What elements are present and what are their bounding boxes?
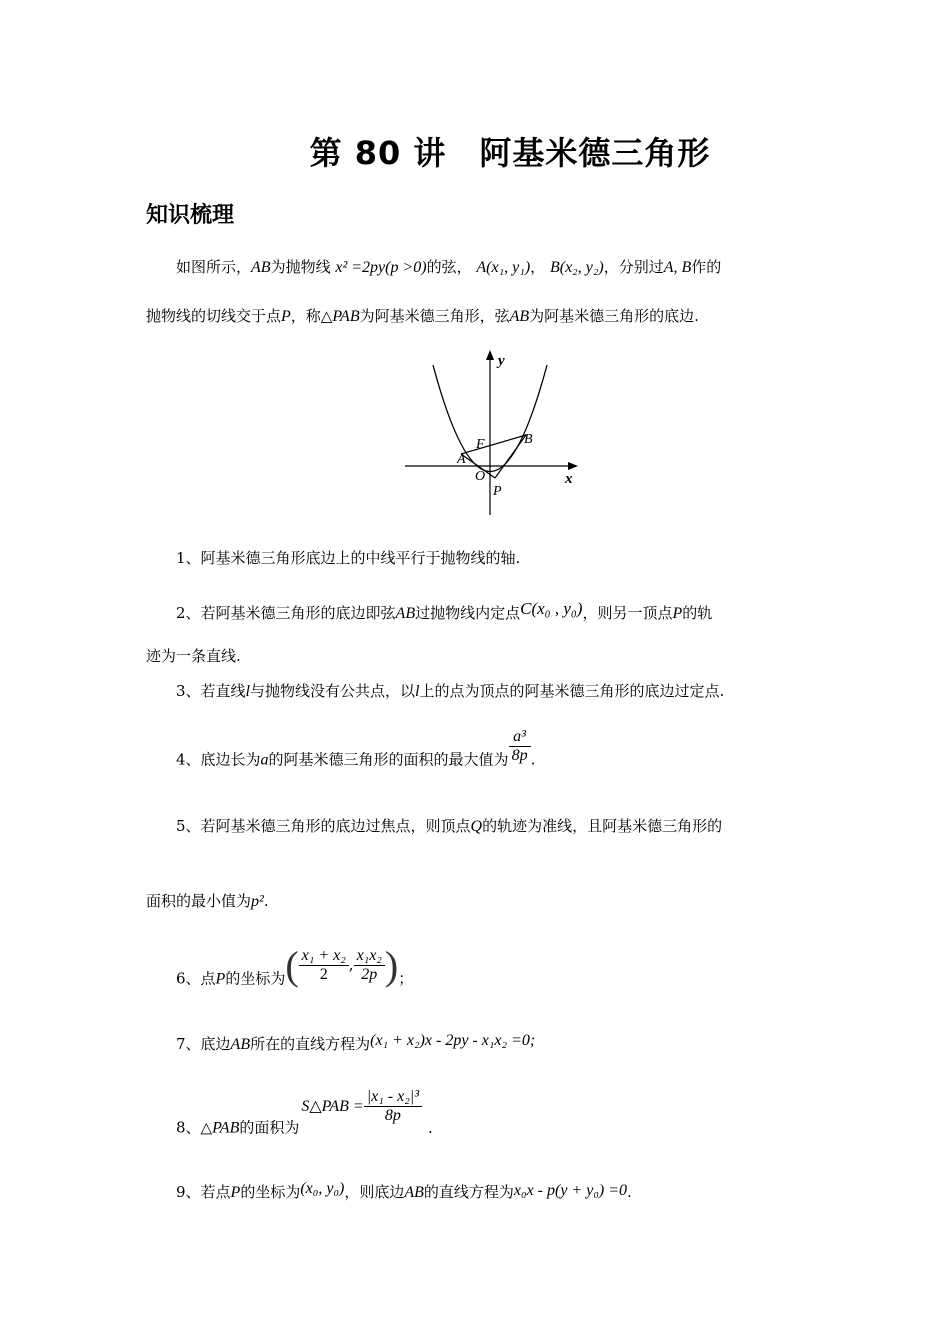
item-text: 的坐标为 <box>240 1183 301 1201</box>
intro-line-1 <box>146 256 840 279</box>
intro-text: 如图所示， <box>176 258 252 276</box>
intro-text: ，分别过 <box>603 258 664 276</box>
math-area-symbol: S△PAB = <box>301 1097 364 1115</box>
item-text: 的面积为 <box>239 1118 300 1137</box>
intro-text: 为阿基米德三角形的底边. <box>529 307 699 325</box>
chord-ab <box>461 435 526 454</box>
right-paren: ) <box>384 943 399 988</box>
intro-text: 作的 <box>691 258 722 276</box>
intro-text: 为阿基米德三角形，弦 <box>359 307 510 325</box>
label-x: x <box>565 471 573 487</box>
fraction-max-area <box>509 728 531 765</box>
fraction-denominator: 8p <box>384 1107 401 1124</box>
page-title: 第 80 讲 阿基米德三角形 <box>309 134 711 172</box>
item-text: 8、△ <box>176 1118 213 1137</box>
math-point-a: A(x₁, y₁) <box>476 259 531 276</box>
item-text: 上的点为顶点的阿基米德三角形的底边过定点. <box>419 682 725 700</box>
fraction-denominator: 2p <box>361 966 378 983</box>
intro-line-2 <box>146 305 810 328</box>
math-ab: AB <box>395 605 416 622</box>
item-text: 的轨迹为准线，且阿基米德三角形的 <box>482 817 723 835</box>
math-q: Q <box>470 818 483 835</box>
item-text: 6、点 <box>176 969 216 988</box>
item-text: 的轨 <box>682 604 713 622</box>
item-text: 的直线方程为 <box>423 1183 514 1201</box>
fraction-numerator: |x₁ - x₂|³ <box>364 1088 422 1107</box>
label-y: y <box>498 353 505 369</box>
intro-text: ，称△ <box>290 307 333 325</box>
list-item-1 <box>146 547 840 569</box>
math-ab: AB <box>230 1036 251 1053</box>
math-line-equation: (x₁ + x₂)x - 2py - x₁x₂ =0; <box>370 1032 536 1049</box>
list-item-3 <box>146 680 840 703</box>
section-heading: 知识梳理 <box>146 203 235 228</box>
item-text: . <box>627 1183 632 1201</box>
fraction-area <box>364 1088 422 1125</box>
label-b: B <box>524 432 533 447</box>
item-text: . <box>263 892 269 910</box>
item-text: . <box>427 1118 433 1137</box>
item-text: 过抛物线内定点 <box>415 604 521 622</box>
label-a: A <box>457 452 466 467</box>
intro-text: 抛物线的切线交于点 <box>146 307 282 325</box>
tangent-b <box>495 435 526 478</box>
math-pab: PAB <box>212 1119 240 1137</box>
math-p: P <box>281 308 291 325</box>
parabola-figure <box>400 345 590 520</box>
x-axis-arrow <box>568 462 578 470</box>
fraction-numerator: a³ <box>509 728 531 747</box>
math-l: l <box>415 683 420 700</box>
item-text: 9、若点 <box>176 1183 231 1201</box>
list-item-2 <box>146 598 840 625</box>
label-p: P <box>493 484 502 499</box>
item-text: 面积的最小值为 <box>146 892 252 910</box>
item-text: 5、若阿基米德三角形的底边过焦点，则顶点 <box>176 817 471 835</box>
fraction-denominator: 8p <box>511 747 528 764</box>
math-p: P <box>215 970 226 988</box>
math-p: P <box>672 605 683 622</box>
list-item-2-cont <box>146 645 810 667</box>
fraction-denominator: 2 <box>319 966 328 983</box>
intro-text: 的弦， <box>426 258 472 276</box>
item-text: 2、若阿基米德三角形的底边即弦 <box>176 604 396 622</box>
math-base-line-equation: x₀x - p(y + y₀) =0 <box>513 1182 628 1199</box>
intro-text: 为抛物线 <box>270 258 331 276</box>
y-axis-arrow <box>486 350 494 360</box>
math-ab: AB <box>509 308 530 325</box>
fraction-numerator: x₁ + x₂ <box>299 947 349 966</box>
list-item-5 <box>146 815 840 838</box>
list-item-6 <box>146 942 840 989</box>
left-paren: ( <box>285 943 299 988</box>
item-text: 的坐标为 <box>225 969 286 988</box>
math-l: l <box>245 683 250 700</box>
math-ab: AB <box>404 1184 424 1201</box>
math-point-c: C(x₀ , y₀) <box>520 599 583 618</box>
label-o: O <box>475 469 486 484</box>
item-text: 3、若直线 <box>176 682 246 700</box>
item-text: ，则另一顶点 <box>582 604 673 622</box>
item-text: ，则底边 <box>344 1183 405 1201</box>
math-a-b: A, B <box>663 259 692 276</box>
list-item-4 <box>146 728 840 770</box>
fraction-numerator: x₁x₂ <box>354 947 385 966</box>
math-ab: AB <box>251 259 271 276</box>
fraction-y-coord <box>354 947 385 984</box>
item-text: 迹为一条直线. <box>146 647 241 665</box>
math-p-squared: p² <box>251 893 264 910</box>
item-text: 7、底边 <box>176 1035 231 1053</box>
math-pab: PAB <box>332 308 360 325</box>
item-text: 1、阿基米德三角形底边上的中线平行于抛物线的轴. <box>176 549 521 567</box>
item-text: ； <box>398 969 414 988</box>
item-text: 4、底边长为 <box>176 750 261 769</box>
list-item-7 <box>146 1030 840 1056</box>
math-p: P <box>230 1184 241 1201</box>
math-parabola-equation: x² =2py(p >0) <box>335 259 427 276</box>
item-text: 所在的直线方程为 <box>250 1035 371 1053</box>
math-point-b: B(x₂, y₂) <box>549 259 604 276</box>
item-text: 的阿基米德三角形的面积的最大值为 <box>268 750 509 769</box>
list-item-5-cont <box>146 890 810 913</box>
list-item-8 <box>146 1088 840 1138</box>
math-a: a <box>260 751 269 769</box>
item-text: 与抛物线没有公共点，以 <box>250 682 416 700</box>
item-text: . <box>530 750 536 769</box>
fraction-x-coord <box>299 947 349 984</box>
label-f: F <box>476 437 485 452</box>
math-point-p-coords: (x₀, y₀) <box>300 1180 345 1197</box>
intro-text: ， <box>530 258 546 276</box>
list-item-9 <box>146 1178 840 1204</box>
comma: , <box>348 955 354 974</box>
